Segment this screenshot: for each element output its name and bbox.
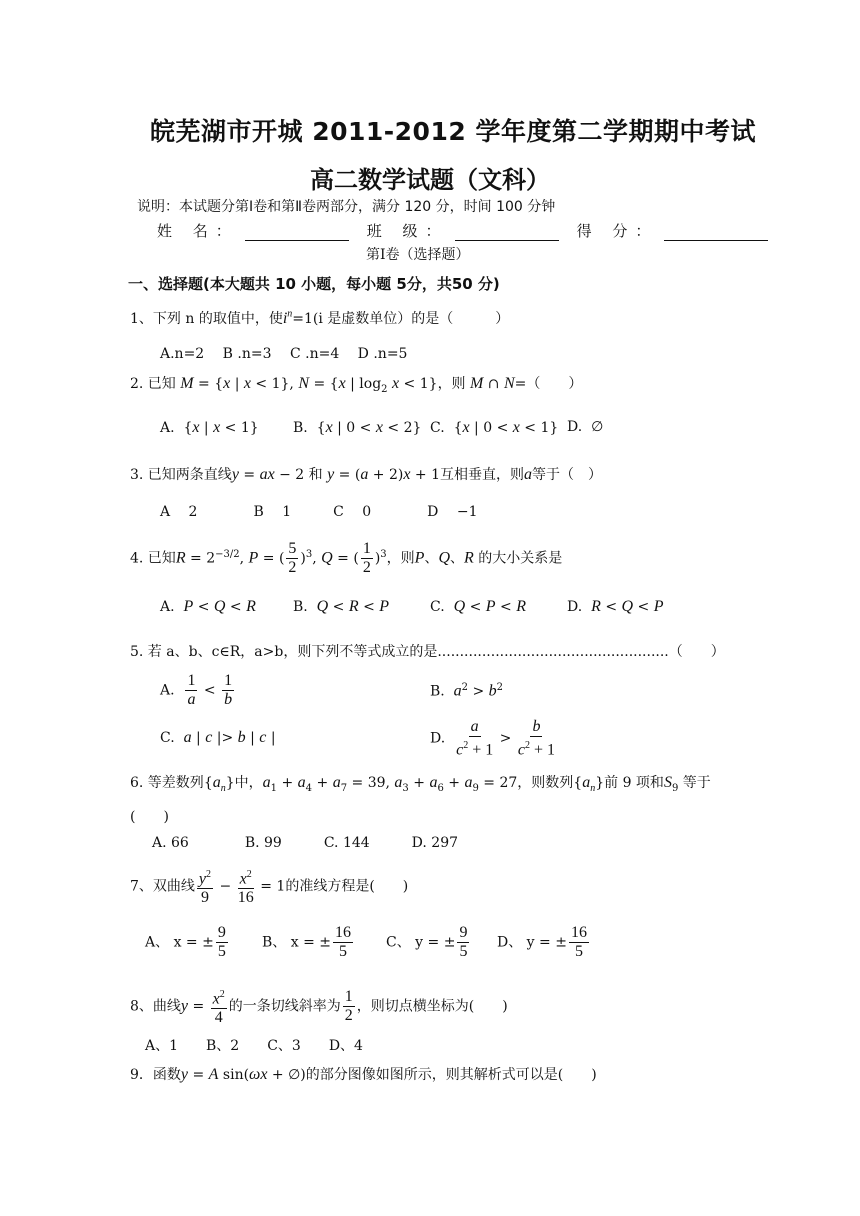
question-1: 1、下列 n 的取值中，使$i^n=1(i$ 是虚数单位）的是（ ） [130,308,510,327]
question-5: 5. 若 a、b、c∈R，a>b，则下列不等式成立的是....................................................（ ） [130,644,725,660]
exam-instructions: 说明：本试题分第Ⅰ卷和第Ⅱ卷两部分，满分 120 分，时间 100 分钟 [137,199,556,215]
section-heading: 一、选择题(本大题共 10 小题，每小题 5分，共50 分) [128,275,500,293]
question-7-option-c: C、 y = ± $\frac{9}{5}$ [386,924,468,960]
volume-heading: 第Ⅰ卷（选择题） [366,247,470,263]
class-blank[interactable] [455,224,559,241]
question-6-options: A. 66 B. 99 C. 144 D. 297 [152,835,459,851]
question-4-option-d: D. R < Q < P [567,598,664,615]
question-3-options: A 2 B 1 C 0 D −1 [160,504,478,520]
student-info-row [157,220,786,241]
question-9: 9．函数y = A sin(ωx + ∅)的部分图像如图所示，则其解析式可以是( ) [130,1066,597,1083]
question-2-option-c: C. {x | 0 < x < 1} [430,419,559,436]
question-4-option-b: B. Q < R < P [293,598,390,615]
question-3: 3. 已知两条直线y = ax − 2 和 y = (a + 2)x + 1互相垂直，则a等于（ ） [130,466,602,483]
question-4: 4. 已知$R = 2^{-3/2}$, P = ( $\frac{5}{2}$ )$^3$, Q = ( $\frac{1}{2}$ )$^3$，则P、Q、R 的大小关系是 [130,540,563,576]
question-2-option-a: A. {x | x < 1} [160,419,259,436]
question-5-option-d: D. $\frac{a}{c^2 + 1}$ > $\frac{b}{c^2 + 1}$ [430,718,556,759]
question-7-option-b: B、 x = ± $\frac{16}{5}$ [262,924,352,960]
class-label: 班 级： [366,222,449,240]
question-5-option-b: B. $a^2 > b^2$ [430,682,504,700]
score-blank[interactable] [664,224,768,241]
name-blank[interactable] [245,224,349,241]
question-4-option-c: C. Q < P < R [430,598,526,615]
question-4-option-a: A. P < Q < R [160,598,256,615]
exam-title: 皖芜湖市开城 2011-2012 学年度第二学期期中考试 [150,117,756,146]
question-8-options: A、1 B、2 C、3 D、4 [145,1038,363,1054]
question-2-option-b: B. {x | 0 < x < 2} [293,419,422,436]
question-6-paren: ( ) [130,809,169,825]
question-8: 8、曲线y = $\frac{x^2}{4}$ 的一条切线斜率为 $\frac{1}{2}$ ，则切点横坐标为( ) [130,986,508,1027]
question-7-option-d: D、 y = ± $\frac{16}{5}$ [497,924,587,960]
question-2-option-d: D. ∅ [567,419,604,435]
question-5-option-a: A. $\frac{1}{a}$ < $\frac{1}{b}$ [160,672,233,708]
question-1-options: A.n=2 B .n=3 C .n=4 D .n=5 [160,346,408,362]
question-5-option-c: C. a | c |> b | c | [160,729,276,746]
exam-subtitle: 高二数学试题（文科） [310,166,550,194]
question-7-option-a: A、 x = ± $\frac{9}{5}$ [145,924,226,960]
question-6: 6. 等差数列$\{a_n\}$中，$a_1 + a_4 + a_7 = 39$, $a_3 + a_6 + a_9 = 27$，则数列$\{a_n\}$前 9 项和$S_9$ 等于 [130,774,711,795]
question-2: 2. 已知 M = {x | x < 1}, N = {x | $\log_2 x < 1$}，则 M ∩ N=（ ） [130,375,583,395]
score-label: 得 分： [576,222,659,240]
name-label: 姓 名： [157,222,239,240]
question-7: 7、双曲线 $\frac{y^2}{9}$ − $\frac{x^2}{16}$ = 1的准线方程是( ) [130,866,408,907]
